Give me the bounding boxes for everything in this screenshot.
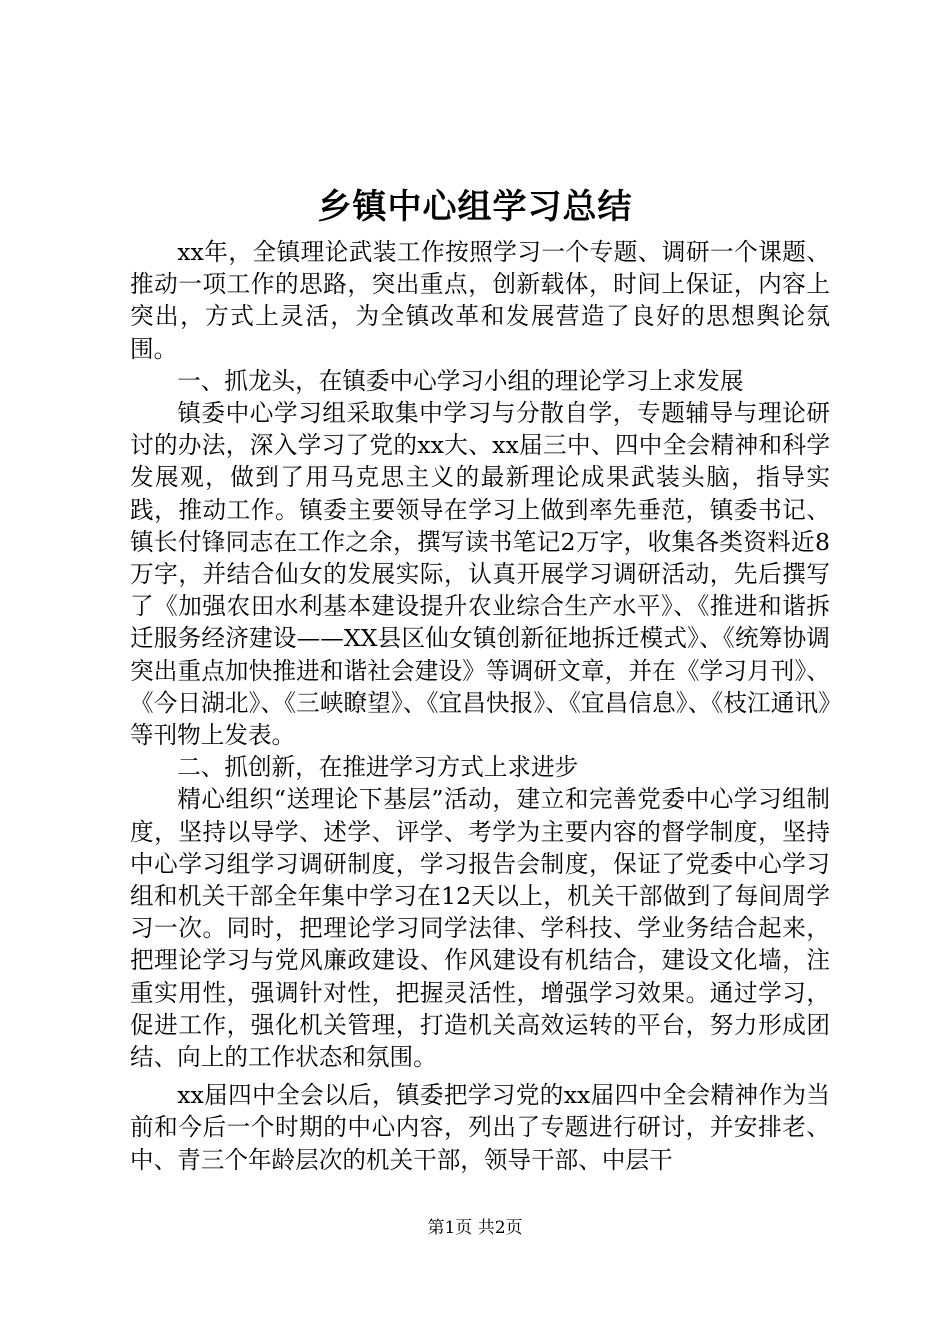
paragraph-section-1: 镇委中心学习组采取集中学习与分散自学，专题辅导与理论研讨的办法，深入学习了党的xx大、xx届三中、四中全会精神和科学发展观，做到了用马克思主义的最新理论成果武装头脑，指导实践，推动工作。镇委主要领导在学习上做到率先垂范，镇委书记、镇长付锋同志在工作之余，撰写读书笔记2万字，收集各类资料近8万字，并结合仙女的发展实际，认真开展学习调研活动，先后撰写了《加强农田水利基本建设提升农业综合生产水平》、《推进和谐拆迁服务经济建设——XX县区仙女镇创新征地拆迁模式》、《统筹协调突出重点加快推进和谐社会建设》等调研文章，并在《学习月刊》、《今日湖北》、《三峡瞭望》、《宜昌快报》、《宜昌信息》、《枝江通讯》等刊物上发表。 — [130, 399, 830, 750]
paragraph-intro: xx年，全镇理论武装工作按照学习一个专题、调研一个课题、推动一项工作的思路，突出重点，创新载体，时间上保证，内容上突出，方式上灵活，为全镇改革和发展营造了良好的思想舆论氛围。 — [130, 238, 830, 363]
page-number-footer: 第1页 共2页 — [427, 1218, 523, 1238]
paragraph-fourth-plenum: xx届四中全会以后，镇委把学习党的xx届四中全会精神作为当前和今后一个时期的中心内容，列出了专题进行研讨，并安排老、中、青三个年龄层次的机关干部，领导干部、中层干 — [130, 1081, 830, 1174]
document-title: 乡镇中心组学习总结 — [317, 187, 633, 227]
paragraph-section-2: 精心组织“送理论下基层”活动，建立和完善党委中心学习组制度，坚持以导学、述学、评学、考学为主要内容的督学制度，坚持中心学习组学习调研制度，学习报告会制度，保证了党委中心学习组和机关干部全年集中学习在12天以上，机关干部做到了每间周学习一次。同时，把理论学习同学法律、学科技、学业务结合起来，把理论学习与党风廉政建设、作风建设有机结合，建设文化墙，注重实用性，强调针对性，把握灵活性，增强学习效果。通过学习，促进工作，强化机关管理，打造机关高效运转的平台，努力形成团结、向上的工作状态和氛围。 — [130, 785, 830, 1072]
document-body — [130, 236, 830, 1176]
section-heading-2: 二、抓创新，在推进学习方式上求进步 — [177, 753, 579, 782]
section-heading-1: 一、抓龙头，在镇委中心学习小组的理论学习上求发展 — [177, 366, 744, 395]
